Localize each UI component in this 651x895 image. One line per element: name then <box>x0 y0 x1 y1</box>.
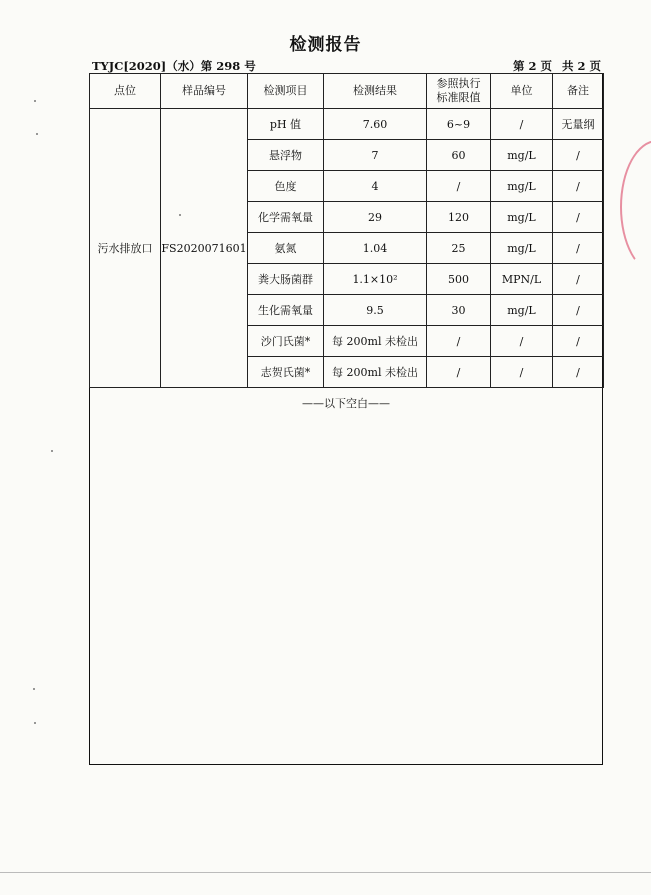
cell-remark: / <box>553 202 604 233</box>
cell-standard: 6~9 <box>427 109 491 140</box>
cell-point: 污水排放口 <box>90 109 161 388</box>
header-item: 检测项目 <box>248 74 324 109</box>
cell-unit: mg/L <box>491 202 553 233</box>
cell-item: 沙门氏菌* <box>248 326 324 357</box>
cell-item: 志贺氏菌* <box>248 357 324 388</box>
report-number: TYJC[2020]（水）第 298 号 <box>92 59 256 73</box>
cell-unit: mg/L <box>491 171 553 202</box>
cell-item: 生化需氧量 <box>248 295 324 326</box>
cell-remark: / <box>553 264 604 295</box>
cell-item: 色度 <box>248 171 324 202</box>
cell-remark: / <box>553 326 604 357</box>
scan-speck <box>34 722 36 724</box>
cell-result: 每 200ml 未检出 <box>324 326 427 357</box>
results-table <box>89 73 604 388</box>
header-standard-line2: 标准限值 <box>436 91 481 104</box>
cell-result: 7 <box>324 140 427 171</box>
scan-speck <box>179 214 181 216</box>
cell-result: 4 <box>324 171 427 202</box>
header-result: 检测结果 <box>324 74 427 109</box>
scan-speck <box>33 688 35 690</box>
cell-unit: mg/L <box>491 233 553 264</box>
cell-item: 氨氮 <box>248 233 324 264</box>
blank-below-note: ——以下空白—— <box>302 397 390 410</box>
scan-edge-line <box>0 872 651 873</box>
table-header-row <box>90 74 604 109</box>
scan-speck <box>34 100 36 102</box>
cell-remark: / <box>553 140 604 171</box>
cell-result: 1.04 <box>324 233 427 264</box>
cell-remark: / <box>553 295 604 326</box>
cell-standard: 500 <box>427 264 491 295</box>
cell-standard: / <box>427 357 491 388</box>
cell-unit: / <box>491 357 553 388</box>
header-unit: 单位 <box>491 74 553 109</box>
cell-unit: / <box>491 109 553 140</box>
cell-item: 粪大肠菌群 <box>248 264 324 295</box>
scan-speck <box>36 133 38 135</box>
cell-result: 9.5 <box>324 295 427 326</box>
cell-unit: / <box>491 326 553 357</box>
cell-item: 悬浮物 <box>248 140 324 171</box>
cell-standard: / <box>427 171 491 202</box>
header-standard-line1: 参照执行 <box>436 77 481 90</box>
cell-sample-id: FS2020071601 <box>161 109 248 388</box>
cell-unit: mg/L <box>491 295 553 326</box>
scan-speck <box>51 450 53 452</box>
header-point: 点位 <box>90 74 161 109</box>
header-remark: 备注 <box>553 74 604 109</box>
page-total: 共 2 页 <box>561 59 601 73</box>
cell-remark: / <box>553 171 604 202</box>
header-sample-id: 样品编号 <box>161 74 248 109</box>
cell-standard: / <box>427 326 491 357</box>
page-current: 第 2 页 <box>512 59 552 73</box>
cell-item: pH 值 <box>248 109 324 140</box>
cell-unit: MPN/L <box>491 264 553 295</box>
header-standard <box>427 74 491 109</box>
cell-standard: 30 <box>427 295 491 326</box>
cell-unit: mg/L <box>491 140 553 171</box>
cell-remark: 无量纲 <box>553 109 604 140</box>
cell-remark: / <box>553 357 604 388</box>
table-row <box>90 109 604 140</box>
cell-remark: / <box>553 233 604 264</box>
cell-standard: 25 <box>427 233 491 264</box>
cell-result: 7.60 <box>324 109 427 140</box>
cell-result: 1.1×10² <box>324 264 427 295</box>
cell-standard: 120 <box>427 202 491 233</box>
report-title: 检测报告 <box>289 35 362 55</box>
cell-standard: 60 <box>427 140 491 171</box>
cell-result: 29 <box>324 202 427 233</box>
cell-result: 每 200ml 未检出 <box>324 357 427 388</box>
page-info <box>513 58 601 74</box>
cell-item: 化学需氧量 <box>248 202 324 233</box>
